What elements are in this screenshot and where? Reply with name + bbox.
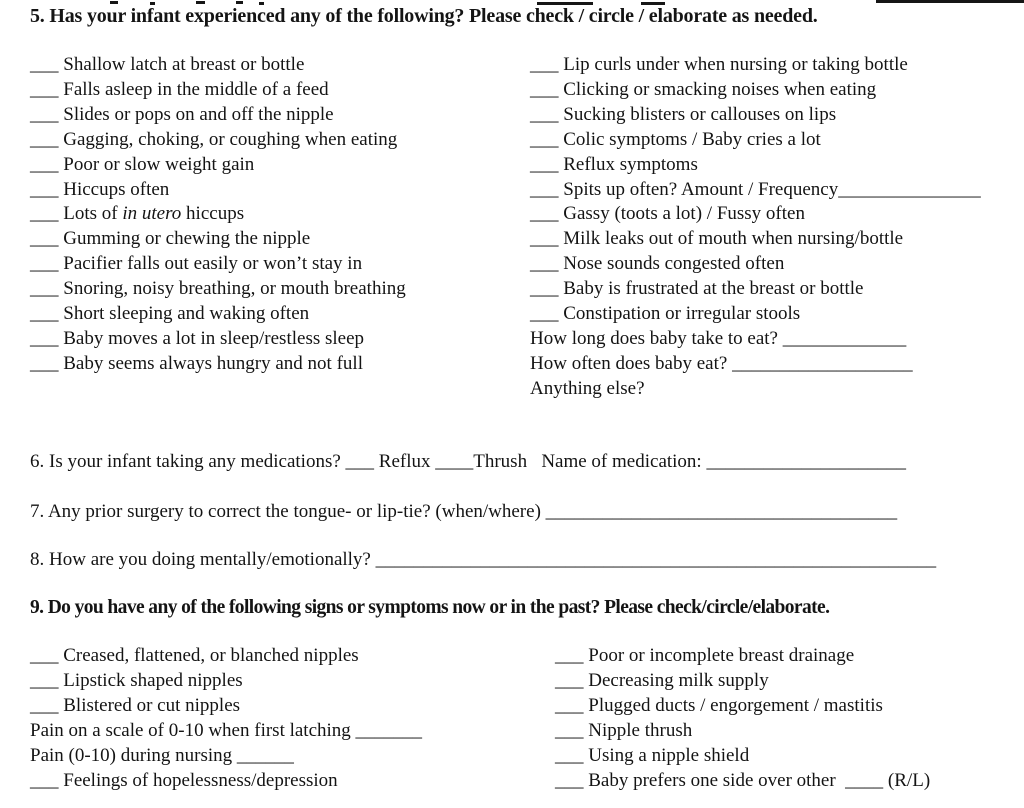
checklist-item: ___ Short sleeping and waking often [30,303,310,325]
checklist-item: ___ Milk leaks out of mouth when nursing/bottle [530,228,904,250]
checklist-item: How long does baby take to eat? _____________ [530,327,907,349]
checklist-item: ___ Nose sounds congested often [530,253,785,275]
checklist-item: ___ Gagging, choking, or coughing when eating [30,128,398,150]
checklist-item: ___ Feelings of hopelessness/depression [30,769,338,791]
checklist-item: ___ Baby prefers one side over other ____ (R/L) [555,769,931,791]
checklist-item: ___ Falls asleep in the middle of a feed [30,78,329,100]
checklist-item: ___ Snoring, noisy breathing, or mouth breathing [30,278,406,300]
checklist-item: ___ Reflux symptoms [530,153,698,175]
checklist-item: ___ Spits up often? Amount / Frequency_______________ [530,178,981,200]
checklist-item: ___ Lots of in utero hiccups [30,203,245,225]
checklist-item: Pain on a scale of 0-10 when first latching _______ [30,719,423,741]
checklist-item: ___ Nipple thrush [555,719,693,741]
question-8: 8. How are you doing mentally/emotionally? ___________________________________________________________ [30,549,937,570]
checklist-item: ___ Lipstick shaped nipples [30,669,243,691]
checklist-item: Anything else? [530,377,645,399]
checklist-item: ___ Creased, flattened, or blanched nipples [30,645,359,666]
checklist-item: ___ Poor or slow weight gain [30,153,255,175]
checklist-item: ___ Sucking blisters or callouses on lips [530,103,837,125]
checklist-item: ___ Constipation or irregular stools [530,303,801,325]
question-5-checklist-right [530,53,981,402]
question-9-checklist-right [555,644,930,793]
checklist-item: ___ Slides or pops on and off the nipple [30,103,334,125]
checklist-item: ___ Decreasing milk supply [555,669,769,691]
checklist-item: ___ Plugged ducts / engorgement / mastitis [555,694,883,716]
checklist-item: ___ Baby is frustrated at the breast or bottle [530,278,864,300]
question-7: 7. Any prior surgery to correct the tongue- or lip-tie? (when/where) _____________________________________ [30,501,898,522]
blank-line-fragment [876,0,1024,3]
checklist-item: ___ Poor or incomplete breast drainage [555,645,855,666]
checklist-item: ___ Gassy (toots a lot) / Fussy often [530,203,805,225]
question-6: 6. Is your infant taking any medications? ___ Reflux ____Thrush Name of medication: _____________________ [30,451,906,472]
checklist-item: ___ Gumming or chewing the nipple [30,228,311,250]
checklist-item: ___ Baby moves a lot in sleep/restless sleep [30,327,365,349]
checklist-item: ___ Lip curls under when nursing or taking bottle [530,54,908,75]
checklist-item: ___ Baby seems always hungry and not full [30,352,363,374]
question-5-checklist-left [30,53,406,377]
checklist-item: ___ Colic symptoms / Baby cries a lot [530,128,821,150]
checklist-item: ___ Using a nipple shield [555,744,750,766]
checklist-item: ___ Hiccups often [30,178,170,200]
checklist-item: ___ Pacifier falls out easily or won’t stay in [30,253,363,275]
question-5-heading: 5. Has your infant experienced any of the following? Please check / circle / elaborate as needed. [30,5,818,27]
question-9-heading: 9. Do you have any of the following signs or symptoms now or in the past? Please check/circle/elaborate. [30,597,830,618]
checklist-item: ___ Shallow latch at breast or bottle [30,54,305,75]
checklist-item: Pain (0-10) during nursing ______ [30,744,294,766]
checklist-item: ___ Blistered or cut nipples [30,694,241,716]
question-9-checklist-left [30,644,422,793]
checklist-item: ___ Clicking or smacking noises when eating [530,78,877,100]
checklist-item: How often does baby eat? ___________________ [530,352,913,374]
